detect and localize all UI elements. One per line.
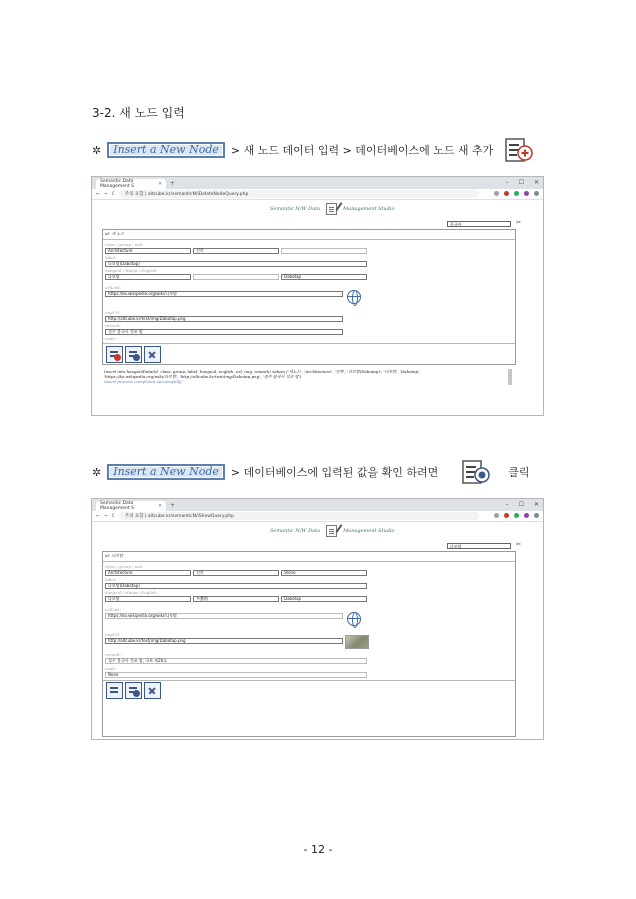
english-field[interactable]: Dabotap xyxy=(281,596,367,602)
sql-line: Insert into hangeulData(id, class, group, label, hangeul, english, url, img, remark) values ('새노드', 'Architecture', '건축', '다보탑(Dabotap)', '다보탑', 'Dabotap', xyxy=(104,369,421,374)
app-title xyxy=(270,203,395,215)
tab-bar xyxy=(92,177,543,189)
app-title-text: Semantic N/W Data xyxy=(270,206,321,212)
extension-icon[interactable] xyxy=(504,513,509,518)
remark-field[interactable]: 경주 불국사 석조 탑 xyxy=(105,329,343,335)
maximize-icon[interactable]: ☐ xyxy=(518,501,524,508)
extension-icon[interactable] xyxy=(524,513,529,518)
search-input[interactable]: 다보탑 xyxy=(447,543,511,549)
menu-icon[interactable] xyxy=(534,191,539,196)
sub-field[interactable] xyxy=(281,248,367,254)
node-view xyxy=(102,551,516,737)
show-node-icon xyxy=(462,458,490,486)
extensions xyxy=(494,191,539,196)
show-node-icon[interactable] xyxy=(125,682,142,699)
img-url-field[interactable]: http://altcube.kr/test/img/Dabotap.png xyxy=(105,638,343,644)
new-tab-icon[interactable]: + xyxy=(170,502,176,509)
lang-label: hangeul / Hanja / English: xyxy=(105,268,158,273)
delete-node-icon[interactable] xyxy=(144,682,161,699)
address-bar-row xyxy=(92,189,543,200)
extensions xyxy=(494,513,539,518)
app-title-text: Semantic N/W Data xyxy=(270,528,321,534)
search-input[interactable]: 한국어 xyxy=(447,221,511,227)
divider xyxy=(103,561,515,562)
img-url-field[interactable]: http://altcube.kr/test/img/Dabotap.png xyxy=(105,316,343,322)
scrollbar[interactable] xyxy=(508,369,512,385)
hangeul-field[interactable]: 다보탑 xyxy=(105,274,191,280)
window-controls xyxy=(506,501,539,508)
remark-field[interactable]: 경주 불국사 석조 탑, 국보 제20호 xyxy=(105,658,367,664)
id-label: id: 새 노드 xyxy=(105,231,125,236)
reload-icon[interactable]: C xyxy=(111,191,115,197)
extension-icon[interactable] xyxy=(524,191,529,196)
delete-node-icon[interactable] xyxy=(144,346,161,363)
divider xyxy=(103,680,515,681)
browser-window-insert xyxy=(91,176,544,416)
english-field[interactable]: Dabotap xyxy=(281,274,367,280)
class-label: class / group / sub: xyxy=(105,564,144,569)
hangeul-field[interactable]: 다보탑 xyxy=(105,596,191,602)
url-field[interactable]: https://ko.wikipedia.org/wiki/다보탑 xyxy=(105,613,343,619)
close-window-icon[interactable]: ✕ xyxy=(533,179,539,186)
click-text: 클릭 xyxy=(508,466,530,479)
url-input[interactable]: 주의 요함 | altcube.kr/semanticN/iShowQuery.php xyxy=(119,512,479,520)
search-tool-icon[interactable]: ✂ xyxy=(516,541,522,548)
url-label: urlLink: xyxy=(105,607,122,612)
document-edit-icon xyxy=(326,203,337,215)
show-node-icon[interactable] xyxy=(125,346,142,363)
app-subtitle-text: Management Studio xyxy=(343,528,395,534)
globe-icon[interactable] xyxy=(347,290,361,304)
tab-bar xyxy=(92,499,543,511)
node-field[interactable]: None xyxy=(105,672,367,678)
id-label: id: 다보탑 xyxy=(105,553,124,558)
step-2-text: > 데이터베이스에 입력된 값을 확인 하려면 xyxy=(230,466,439,479)
sql-line: 'https://ko.wikipedia.org/wiki/다보탑', 'http://altcube.kr/test/img/Dabotap.png', '경주 불국사 석조 탑') xyxy=(104,374,302,379)
url-field[interactable]: https://ko.wikipedia.org/wiki/다보탑 xyxy=(105,291,343,297)
step-1-text: > 새 노드 데이터 입력 > 데이터베이스에 노드 새 추가 xyxy=(230,144,494,157)
img-label: imgUrl: xyxy=(105,310,121,315)
node-label: node: xyxy=(105,666,117,671)
gear-icon: ✲ xyxy=(92,143,102,157)
sql-output xyxy=(104,369,504,384)
extension-icon[interactable] xyxy=(514,513,519,518)
node-label: node: xyxy=(105,336,117,341)
class-field[interactable]: Architecture xyxy=(105,570,191,576)
divider xyxy=(103,239,515,240)
star-icon[interactable] xyxy=(494,513,499,518)
label-field[interactable]: 다보탑(Dabotap) xyxy=(105,583,367,589)
label-label: label: xyxy=(105,255,117,260)
remark-label: remark: xyxy=(105,652,122,657)
forward-icon[interactable]: → xyxy=(103,191,108,197)
class-label: class / group / sub: xyxy=(105,242,144,247)
extension-icon[interactable] xyxy=(504,191,509,196)
browser-tab[interactable] xyxy=(96,501,166,511)
maximize-icon[interactable]: ☐ xyxy=(518,179,524,186)
app-subtitle-text: Management Studio xyxy=(343,206,395,212)
page-number: - 12 - xyxy=(303,843,333,856)
window-controls xyxy=(506,179,539,186)
remark-label: remark: xyxy=(105,323,122,328)
group-field[interactable]: 건축 xyxy=(193,570,279,576)
close-tab-icon[interactable]: ✕ xyxy=(158,181,162,187)
document-edit-icon xyxy=(326,525,337,537)
insert-new-node-button[interactable]: Insert a New Node xyxy=(107,142,225,158)
browser-window-show xyxy=(91,498,544,740)
section-heading: 3-2. 새 노드 입력 xyxy=(92,106,185,120)
url-input[interactable]: 주의 요함 | altcube.kr/semanticN/iDeleteNodeQuery.php xyxy=(119,190,479,198)
close-tab-icon[interactable]: ✕ xyxy=(158,503,162,509)
insert-new-node-button[interactable]: Insert a New Node xyxy=(107,464,225,480)
reload-icon[interactable]: C xyxy=(111,513,115,519)
browser-tab[interactable] xyxy=(96,179,166,189)
forward-icon[interactable]: → xyxy=(103,513,108,519)
add-node-icon xyxy=(505,136,533,164)
class-field[interactable]: Architecture xyxy=(105,248,191,254)
search-tool-icon[interactable]: ✂ xyxy=(516,219,522,226)
star-icon[interactable] xyxy=(494,191,499,196)
edit-node-icon[interactable] xyxy=(106,682,123,699)
app-title xyxy=(270,525,395,537)
close-window-icon[interactable]: ✕ xyxy=(533,501,539,508)
dabotap-image xyxy=(345,635,369,649)
url-label: urlLink: xyxy=(105,285,122,290)
sub-field[interactable]: Stone xyxy=(281,570,367,576)
tab-title: Semantic Data Management S xyxy=(100,179,134,189)
tab-title: Semantic Data Management S xyxy=(100,501,134,511)
minimize-icon[interactable]: – xyxy=(505,179,509,186)
sql-success-message: Insert process completed successfully! xyxy=(104,379,183,384)
label-label: label: xyxy=(105,577,117,582)
lang-label: hangeul / Hanja / English: xyxy=(105,590,158,595)
hanja-field[interactable]: 多寶塔 xyxy=(193,596,279,602)
node-form xyxy=(102,229,516,365)
globe-icon[interactable] xyxy=(347,612,361,626)
minimize-icon[interactable]: – xyxy=(505,501,509,508)
address-bar-row xyxy=(92,511,543,522)
menu-icon[interactable] xyxy=(534,513,539,518)
back-icon[interactable]: ← xyxy=(96,191,100,197)
group-field[interactable]: 건축 xyxy=(193,248,279,254)
gear-icon: ✲ xyxy=(92,465,102,479)
back-icon[interactable]: ← xyxy=(96,513,100,519)
new-tab-icon[interactable]: + xyxy=(170,180,176,187)
img-label: imgUrl: xyxy=(105,632,121,637)
hanja-field[interactable] xyxy=(193,274,279,280)
extension-icon[interactable] xyxy=(514,191,519,196)
label-field[interactable]: 다보탑(Dabotap) xyxy=(105,261,367,267)
divider xyxy=(103,343,515,344)
step-2 xyxy=(92,458,530,486)
insert-node-icon[interactable] xyxy=(106,346,123,363)
step-1 xyxy=(92,136,533,164)
